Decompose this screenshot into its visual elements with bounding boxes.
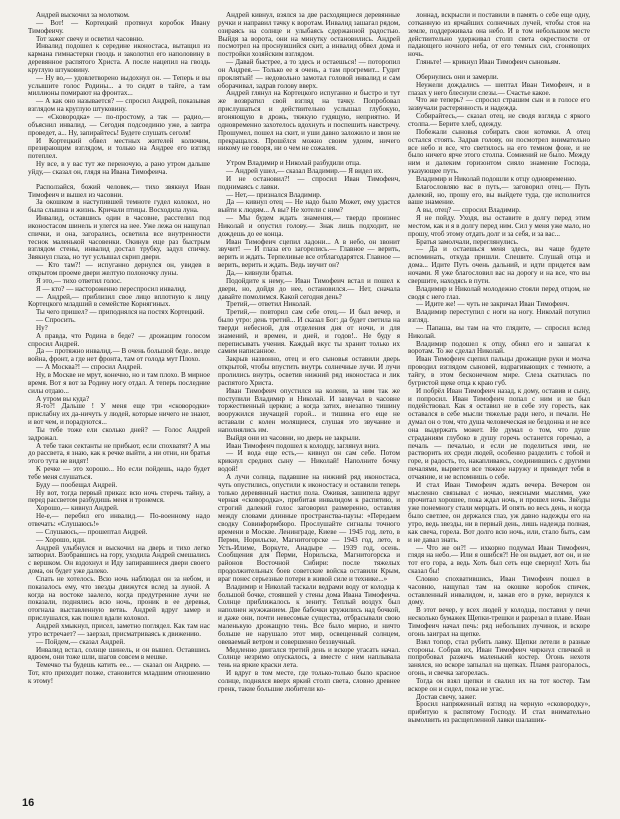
paragraph: В этот вечер, у всех людей у колодца, поставил у печи несколько бумажек Щепки-трешки и разрезал в плаве. Иван Тимофеич начал печь: ряд небольших лучинок, и вскоре огонь заиграл на щепке. [408,606,590,638]
paragraph: Владимир переступил с ноги на ногу. Николай потупил взгляд. [408,308,590,325]
paragraph: Гляньте! — крикнул Иван Тимофеич сыновьям. [416,58,561,67]
paragraph: — Спросить. [36,316,76,325]
paragraph: Закрыв назвонно, отец и его сыновья оставили дверь открытой, чтобы впустить внутрь солнечные лучи. И лучи пролились внутрь, осветив нижний ряд иконостаса и лик распятого Христа. [218,355,400,387]
paragraph: Да — кивнул отец — Не надо было Может, ему удастся выйти к людям... А вы? Не хотели с ним? [218,198,400,215]
paragraph: — А Москва?! — спросил Андрей. [36,363,143,372]
text-column-1 [28,12,210,775]
paragraph: К речке — это хорошо... Но если пойдешь, надо будет тебе меня слушаться. [28,465,210,481]
paragraph: Побежали сыновья собирать свои котомки. А отец остался стоять. Задрав голову, он посмотрел внимательно все небо и все, что светилось на его темном фоне, и не было ничего ярче этого столпа. Сомнений не было. Между ним и далеким горизонтом сияло знамение Господа, указующее путь. [408,127,590,176]
page-number: 16 [22,797,35,809]
paragraph: Третий,— ответил Николай. [226,300,312,309]
paragraph: Братья замолчали, переглянулись. [416,237,519,246]
paragraph: Обернулись они и замерли. [416,72,499,81]
paragraph: Андрей улыбнулся и выскочил на дверь и тихо легко затворил. Взобравшись на гору, уходила Андрей смешались с вершком. Он вздохнул и Иду запиравшиеся двери своего дома, он будет уже далеко. [28,543,210,576]
paragraph: Андрей кивнул, взялся за две расходящиеся деревянные ручки и направил тачку к воротам. Инвалид зашагал рядом, озираясь на солнце и улыбаясь сдержанной радостью. Выйдя за ворота, они на минутку остановились. Андрей посмотрел на проснувшийся скит, а инвалид обвел дома и постройки хозяйским взглядом. [218,12,400,59]
paragraph: — Что же он?! — ихкорно подумал Иван Тимофеич, глядя на небо.— Или я ошибся?! Не он выдает, вот он, и не тот его гора, а ведь Хоть был сеть еще свернул! Хоть бы сказал бы! [408,543,590,576]
paragraph: И стал Иван Тимофеич ждать вечера. Вечером он мысленно связывал с ночью, неясными мыслями, уже прочитал хорошее, пока ждал ночь, и прошел ночь. Звёзды уже понемногу стали мерцать. И опять во весь день, и когда было светлее, он держался глаз, уж давно надежды его на утро, ведь звезды, ни в первый день, лишь надежда полная, как свеча, горела. Вот долго всю ночь, или, стало быть, сам и не давал знать. [408,480,590,544]
text-column-3 [408,12,590,775]
paragraph: А тебе таки сектанты не прибьют, если спохватят? А мы до рассвета, я знаю, как к речке выйти, а ни отни, ни братья этого тута не видят! [28,441,210,466]
paragraph: Бросил напряженный взгляд на черную «сковородку», прибитую к распятому Господу. И стал внимательно вымолвить из расщепленной лавки шалашик- [408,700,590,725]
paragraph: — Пойдем,— сказал Андрей. [36,637,125,646]
paragraph: Темечко ты будешь катить ее... — сказал он Андрею. — Тот, кто приходит позже, становится младшим отношению к этому! [28,661,210,685]
paragraph: Взял топор, стал рубить лавку. Щепки летели в разные стороны. Собрав их, Иван Тимофеич чиркнул спичкой и попробовал разжечь маленький костер. Огонь нехотя занялся, но вскоре запылал на щепках. Пламя разгоралось, огонь, и свечка загорелась. [408,637,590,678]
paragraph: Владимир подошел к отцу, обнял его и зашагал к воротам. То же сделал Николай. [408,339,590,356]
paragraph: Выйдя они из часовни, но дверь не закрыли. [226,433,361,442]
paragraph: Тогда он взял щепки и свалил их на тот костер. Там вскоре он и сидел, пока не угас. [408,676,590,693]
paragraph: А лучи солнца, падавшие на нижний ряд иконостаса, чуть опустились, опустили к иконостасу и оставили теперь только деревянный настил пола. Оживая, зашипела вдруг черная «сковородка», прибитая инвалидом к распятию, и строгий далекий голос заговорил размеренно, оставляя между словами длинные пространства-паузы: «Передаем сводку Совинформбюро. Прослушайте сигналы точного времени в Москве. Ленинграде, Киеве — 1945 год, лето, в Перми, Норильске, Магнитогорске — 1943 год, лето, в Усть-Илиме, Воркуте, Анадыре — 1939 год, осень. Сообщения для Перми, Норильска, Магнитогорска и районов Восточной Сибири: после тяжелых продолжительных боев советские войска оставили Крым, враг понес серьезные потери в живой силе и технике...» [218,472,400,583]
paragraph: И вдруг в том месте, где только-только было красное солнце, поднялся вверх яркий столп света, словно древнее гренк, такие большие любители ко- [218,669,400,693]
paragraph: Хорошо,— кивнул Андрей. [36,504,119,513]
paragraph: А утром вы куда? [36,394,90,403]
paragraph: Ну вот, тогда первый приказ: всю ночь стеречь тайну, а перед рассветом разбудишь меня и тронемся. [28,488,210,505]
paragraph: — «Сковородка» — по-простому, а так — радио,— объяснил инвалид. — Сегодня подсоединю уже, а завтра проведет, а... Ну, запирайтесь! Будете слушать сеголя! [28,112,210,137]
paragraph: — Идите же! — чуть не закричал Иван Тимофеич. [416,300,570,309]
paragraph: Ну, в Москве не мрут, конечно, но и там плохо. В мирное время. Вот я вот за Родину ногу отдал. А теперь последние силы отдаю... [28,370,210,395]
paragraph: Иван Тимофеич сцепил пальцы дрожащие руки и молча проводил взглядом сыновей, вздрагивающих с темноте, а тайгу, в этом бесконечном мире. Слеза скатилась по бугристой щеке отца к краю губ. [408,355,590,387]
paragraph: — Андрей ушел,— сказал Владимир.— Я видел их. [226,167,384,176]
paragraph: Иван Тимофеич опустился на колени, за ним так же поступили Владимир и Николай. И зазвучал в часовне торжественный церкви; а когда затих, внезапно тишину вооружился звучащей горой... и тишина его еще не вставали с колен молящиеся, слушая это звучание и наполнялись им. [218,386,400,434]
paragraph: Я это,— тихо ответил голос. [36,276,122,285]
paragraph: Медленно двигался третий день и вскоре угасать начал. Солнце незримо опускалось, а вместе с ним наплывала тень на яркие краски лета. [218,645,400,670]
paragraph: Я — кто? — настороженно переспросил инвалид. [36,284,187,293]
paragraph: — Андрей,— приблизил свое лицо вплотную к лицу Кортецкого младший в семействе Корнягиных. [28,292,210,309]
paragraph: Андрей глянул на Кортецкого испуганно и быстро и тут же возвратил свой взгляд на тачку. Попробовал прислушаться и действительно услышал глубокую, вгоняющую в дрожь, тяжкую гудящую, неприятно. И одновременно захотелось вдохнуть и поспешить навстречу. Прошумел, пошел на скит, и уши давно заложило и звон не прекращался. Прошёлся можно своим удоим, ничего никому не говоря, ни о чем не сожалея. [218,89,400,153]
paragraph: Я не пойду. Уходя, вы оставите в долгу перед этим местом, как и я в долгу перед ним. Сил у меня уже мало, но прошу, чтоб этому отдать долг и за себя, и за вас... [408,214,590,238]
paragraph: А вы, отец? — спросил Владимир. [416,206,521,215]
paragraph: Инвалид подошел к середине иконостаса, вытащил из кармана гимнастерки гвоздь и заколотил его наполовину в деревянное распятого Христа. А после нацепил на гвоздь круглую штуковину. [28,42,210,74]
paragraph: Андрей выскочил за молотком. [36,12,130,19]
paragraph: Ты тебе тоже ели сколько дней? — Голос Андрей задрожал. [28,425,210,442]
paragraph: Инвалид, оставшись один в часовне, расстелил под иконостасом шинель и улегся на нее. Уже лежа он нащупал спички, и она, загорались, осветила все внутренности теснок маленькой часовенки. Окинув еще раз быстрым взглядом стены, инвалид достал трубку, задул спичку. Звякнул глаза, но тут услышал скрип двери. [28,214,210,262]
paragraph: Да,— кивнули братья. [226,269,293,277]
paragraph: — Давай быстрее, а то здесь и остаешься! — поторопил он Андрея.— Только ее я очень, а там прогремит... Гудит проклятый! — недовольно замотал головой инвалид и сам оборачивал, задрав голову вверх. [218,58,400,90]
paragraph: За окошком в наступившей темноте гудел колокол, но была слышна и жизнь. Кричали птицы. Восходила луна. [28,198,210,215]
paragraph: Владимир и Николай молодежно стояли перед отцом, не сводя с него глаз. [408,284,590,301]
paragraph: Ну? [36,323,48,332]
paragraph: Владимир и Николай таскали ведрами воду от колодца к большой бочке, стоявшей у стены дома Ивана Тимофеича. Солнце приближалось к зениту. Теплый воздух был наполнен жужжанием. Две бабочки кружились над бочкой, и даже они, почти невесомые существа, отбрасывали свою маленькую дрожащую тень. Все было мирно, и ничто больше не нарушало этот мир, освещенный солнцем, овеваемый ветром и совершенно беззвучный. [218,582,400,646]
paragraph: Третий,— повторил сам себе отец.— И был вечер, и было утро: день третий... И сказал Бог: да будет светила на тверди небесной, для отделения дня от ночи, и для знамений, и времен, и дней, и годов!.. Не буду я переписывать учения. Каждый вкус ты хранит только их самим написанное. [218,308,400,356]
paragraph: — Хорошо, иди. [36,535,86,544]
paragraph: Я-то?! Дальше ! У меня еще три «сковородки» прислабну их да-ничуть у людей, которые ничего не знают, и вот чем, и порадуются... [28,402,210,427]
paragraph: Да — протяжно инвалид.— В очень большой беде.. везде война, фронт, а где нет фронта, там от голода мут Плохо. [28,347,210,364]
paragraph: И побрёл Иван Тимофеич назад, к дому, оставив и сыну, и попросил. Иван Тимофеич попал с ним и не был подействовал. Как я оставил не в себе эту горесть, как оставался в себе мысли тяжелые ради него, и печали. Не думал он о том, что душа человеческая не бездонна и не все она выдержать может. Не думал о том, что душе страданиям глубоко в душу горечь останется горечью, а печаль — печалью, и если не поделиться ими, не растворить их среди людей, особенно разделить с тобой и горе, и радость, то, накапливаясь, соединившись с другими печалями, вырвется все тяжкое наружу и приведет тебя в отчаяние, и не вспомнишь о себе. [408,386,590,481]
paragraph: лоннад, вскрысли и поставили в память о себе еще одну, сотканную из ярчайших солнечных лучей, чтобы стоя на земле, поддерживала она небо. И в том небольшом месте действительно удерживал столп света окрестности от падающего ночного неба, от его темных сил, сгоняющих ночь. [408,12,590,59]
paragraph: — А как оно называется? — спросил Андрей, показывая взглядом на круглую штуковину. [28,97,210,114]
paragraph: — Мы будем ждать знамения,— твердо произнес Николай и опустил голову.— Знак лишь подходит, не дождешь до ее конца. [218,214,400,238]
paragraph: Буду — пообещал Андрей. [36,480,118,489]
paragraph: Спать не хотелось. Всю ночь наблюдал он за небом, и показалось ему, что звезды движутся вслед за луной. А когда на востоке заалело, когда предутренние лучи не показали, поднялись всю ночь, проник в ее деревья, отогнала выставленную ветвь. Андрей вдруг замер и прислушался, как пошел вдали колокол. [28,574,210,623]
paragraph: Собирайтесь,— сказал отец, не сводя взгляда с яркого столпа.— Берите хлеб, одежду. [408,112,590,128]
paragraph: Утром Владимир и Николай разбудили отца. [226,159,361,168]
paragraph: — Ну во,— удовлетворено выдохнул он. — Теперь и вы услышите голос Родины... а то сидят в тайге, а там миллионы помирают на фронтах... [28,73,210,98]
paragraph: Иван Тимофеич подошел к колодцу, заглянул вниз. [226,441,380,450]
paragraph: Подойдите к нему,— Иван Тимофеич встал и пошел к двери, но, дойдя до нее, остановился.— Нет, сначала давайте помолимся. Какой сегодня день? [218,276,400,301]
paragraph: — Да и остаешься меня здесь, вы чаще будете вспоминать, откуда пришли. Спешите. Слушай отца и дома... Идите Путь очень дальний, и идти придется вам ночами. Я уже благословил вас на дорогу и на все, что вы свершите, находясь в пути. [408,245,590,285]
paragraph: — Вот! — Кортецкий протянул коробок Ивану Тимофеичу. [28,18,210,35]
paragraph: Ну все, в у вас тут же переночую, а рано утром дальше уйду,— сказал он, глядя на Ивана Тимофеича. [28,160,210,176]
paragraph: Инвалид встал, солнце шинель, и он вышел. Оставшись вдвоем, они тоже шли, шагов совсем в мешке. [28,645,210,662]
paragraph: — Нет,— признался Владимир. [226,190,322,199]
paragraph: Благословляю вас в путь,— заговорил отец.— Путь далекий, но, прошу его, вы выйдете туда, где исполнится ваше знамение. [408,182,590,207]
paragraph: — Папаша, вы там на что глядите, — спросил вслед Николай. [408,323,590,340]
paragraph: Что же теперь? — спросил страшим сын и в голосе его зазвучали растерянность и надежда. [408,96,590,113]
paragraph: Тот зажег свечу и осветил часовню. [36,34,144,43]
paragraph: Расползайся, божий человек,— тихо звякнул Иван Тимофеич и вышел из часовни. [28,182,210,199]
paragraph: — И вода еще есть,— кивнул он сам себе. Потом крикнул средних сыну — Николай! Наполните бочку водой! [218,449,400,474]
text-column-2 [218,12,400,775]
paragraph: Владимир и Николай подошли к отцу одновременно. [416,174,577,183]
paragraph: Иван Тимофеич сцепил ладони... А в небо, он звонит звучит! — И глаза его загорелись.— Главное — верить, верить и ждать. Терпеливые все отблагодарятся. Главное — верить, верить и ждать. Ведь звучит он? [218,237,400,270]
paragraph: Неужели дождались — шептал Иван Тимофеич, и в глазах у него блеснули слезы.— Счастье какое. [408,80,590,97]
paragraph: Не-е,— перебил его инвалид.— По-военному надо отвечать: «Слушаюсь!» [28,512,210,528]
paragraph: Андрей хмыкнул, присел, заметно поглядел. Как там нас утро встречает? — заерзал, присматриваясь к движению. [28,621,210,638]
paragraph: А правда, что Родина в беде? — дрожащим голосом спросил Андрей. [28,331,210,348]
paragraph: — Кто там?! — испуганно дернулся он, увидев в открытом проеме двери желтую полоночку луны. [28,261,210,277]
paragraph: Словно спохватившись, Иван Тимофеич пошел в часовню, нащупал там на окошке коробок спичек, оставленный инвалидом, и, зажав его в руке, вернулся к дому. [408,574,590,607]
paragraph: И не остановил?! — спросил Иван Тимофеич, поднимаясь с лавки. [218,174,400,191]
paragraph: — Слушаюсь,— прошептал Андрей. [36,527,148,536]
paragraph: Ты чего пришел? — приподнялся на постях Кортецкий. [36,308,205,317]
paragraph: И Кортецкий обвел местных жителей колючим, презирающим взглядом, и только на Андрее его взгляд потеплел. [28,136,210,161]
paragraph: Достав свечу, зажег. [416,692,477,701]
